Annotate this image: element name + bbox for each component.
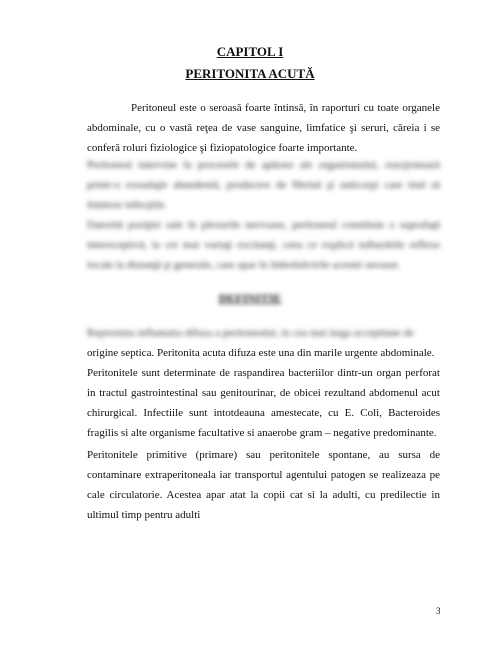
chapter-heading: CAPITOL I [216, 44, 284, 59]
page-number: 3 [436, 606, 441, 616]
paragraph-blurred-defense: Peritoneul intervine în procesele de apărare ale organismului, reacţionează printr-o exsudaţie abundentă, producere de fibrină şi anticorpi care tind să limiteze infecţiile. [87, 159, 440, 211]
chapter-title: PERITONITA ACUTĂ [185, 66, 315, 81]
definition-line-blurred: Reprezinta inflamatia difuza a peritoneului, in cea mai larga acceptiune de [87, 327, 414, 339]
paragraph-primitive: Peritonitele primitive (primare) sau peritonitele spontane, au sursa de contaminare extraperitoneala iar transportul agentului patogen se realizeaza pe cale circulatorie. Acestea apar atat la copii cat si la adulti, cu predilectie in ultimul timp pentru adulti [87, 449, 440, 521]
paragraph-blurred-interoceptive: Datorită poziţiei sale în plexurile nervoase, peritoneul constituie o suprafaţă interoceptivă, la cei mai variaţi excitanţi, ceea ce explică tulburările reflexe locale la distanţă şi generale, care apar în îmbolnăvirile acestei seroase. [87, 219, 440, 271]
paragraph-intro: Peritoneul este o seroasă foarte întinsă, în raporturi cu toate organele abdominale, cu o vastă reţea de vase sanguine, limfatice şi seruri, căreia i se conferă roluri fiziologice şi fiziopatologice foarte importante. [87, 102, 440, 154]
paragraph-peritonite-causes: Peritonitele sunt determinate de raspandirea bacteriilor dintr-un organ perforat in tractul gastrointestinal sau genitourinar, de obicei rezultand abdomenul acut chirurgical. Infectiile sunt intotdeauna amestecate, cu E. Coli, Bacteroides fragilis si alte organisme facultative si anaerobe gram – negative predominante. [87, 367, 440, 439]
section-heading-definitie: DEFINITIE [218, 291, 282, 305]
definition-line-urgent: origine septica. Peritonita acuta difuza este una din marile urgente abdominale. [87, 347, 435, 359]
